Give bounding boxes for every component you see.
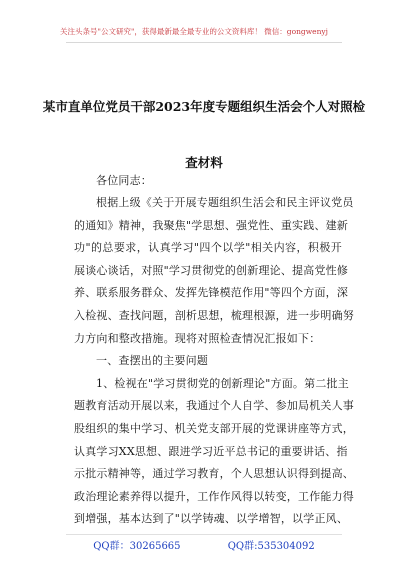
document-title-line-2: 查材料 xyxy=(185,155,223,170)
body-line: 认真学习XX思想、跟进学习近平总书记的重要讲话、指 xyxy=(74,444,348,458)
footer xyxy=(0,537,408,552)
footer-qq-group-2: QQ群:535304092 xyxy=(227,541,315,552)
salutation-text: 各位同志： xyxy=(96,174,152,187)
document-body xyxy=(74,192,354,531)
salutation xyxy=(74,170,342,193)
body-line: 股组织的集中学习、机关党支部开展的党课讲座等方式， xyxy=(74,421,354,435)
section-heading: 一、查摆出的主要问题 xyxy=(96,354,208,368)
document-title-line-1: 某市直单位党员干部2023年度专题组织生活会个人对照检 xyxy=(42,99,366,114)
header-banner: 关注头条号"公文研究"，获得最新最全最专业的公文资料库！ 微信：gongwenyj xyxy=(60,27,328,36)
body-line: 1、检视在"学习贯彻党的创新理论"方面。第二批主 xyxy=(96,376,349,390)
body-line: 题教育活动开展以来，我通过个人自学、参加局机关人事 xyxy=(74,399,354,413)
footer-qq-group-1: QQ群：30265665 xyxy=(93,541,181,552)
header-divider xyxy=(66,42,342,43)
body-line: 力方向和整改措施。现将对照检查情况汇报如下： xyxy=(74,331,321,345)
body-line: 养、联系服务群众、发挥先锋模范作用"等四个方面，深 xyxy=(74,286,349,300)
body-line: 示批示精神等，通过学习教育，个人思想认识得到提高、 xyxy=(74,467,354,481)
body-line: 入检视、查找问题，剖析思想，梳理根源，进一步明确努 xyxy=(74,308,354,322)
body-line: 政治理论素养得以提升，工作作风得以转变，工作能力得 xyxy=(74,489,354,503)
body-line: 展谈心谈话，对照"学习贯彻党的创新理论、提高党性修 xyxy=(74,263,349,277)
body-line: 功"的总要求，认真学习"四个以学"相关内容，积极开 xyxy=(74,241,342,255)
body-line: 的通知》精神，我聚焦"学思想、强党性、重实践、建新 xyxy=(74,218,349,232)
body-line: 根据上级《关于开展专题组织生活会和民主评议党员 xyxy=(96,196,354,209)
body-line: 到增强，基本达到了"以学铸魂、以学增智，以学正风、 xyxy=(74,512,349,526)
footer-divider xyxy=(66,534,342,535)
